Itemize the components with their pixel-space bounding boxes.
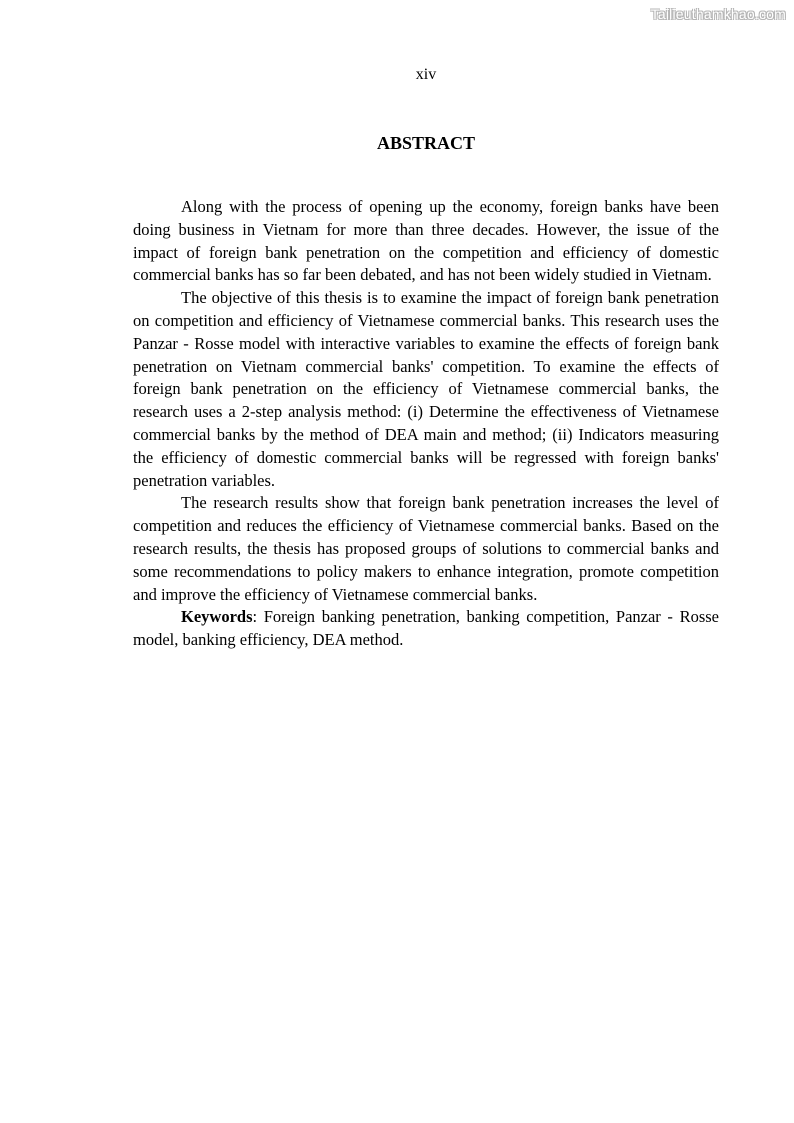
- page-number: xiv: [415, 66, 437, 83]
- page-title: ABSTRACT: [376, 133, 476, 153]
- keywords-text: : Foreign banking penetration, banking competition, Panzar - Rosse model, banking efficiency, DEA method.: [133, 607, 719, 650]
- abstract-paragraph-3: The research results show that foreign bank penetration increases the level of competition and reduces the efficiency of Vietnamese commercial banks. Based on the research results, the thesis has proposed groups of solutions to commercial banks and some recommendations to policy makers to enhance integration, promote competition and improve the efficiency of Vietnamese commercial banks.: [133, 493, 719, 604]
- watermark: Tailieuthamkhao.com: [650, 6, 786, 22]
- abstract-body: [133, 196, 719, 652]
- abstract-paragraph-1: Along with the process of opening up the economy, foreign banks have been doing business in Vietnam for more than three decades. However, the issue of the impact of foreign bank penetration on the competition and efficiency of domestic commercial banks has so far been debated, and has not been widely studied in Vietnam.: [133, 197, 719, 285]
- keywords-paragraph: [133, 606, 719, 652]
- keywords-label: Keywords: [181, 607, 253, 627]
- abstract-paragraph-2: The objective of this thesis is to examine the impact of foreign bank penetration on competition and efficiency of Vietnamese commercial banks. This research uses the Panzar - Rosse model with interactive variables to examine the effects of foreign bank penetration on Vietnam commercial banks' competition. To examine the effects of foreign bank penetration on the efficiency of Vietnamese commercial banks, the research uses a 2-step analysis method: (i) Determine the effectiveness of Vietnamese commercial banks by the method of DEA main and method; (ii) Indicators measuring the efficiency of domestic commercial banks will be regressed with foreign banks' penetration variables.: [133, 288, 719, 490]
